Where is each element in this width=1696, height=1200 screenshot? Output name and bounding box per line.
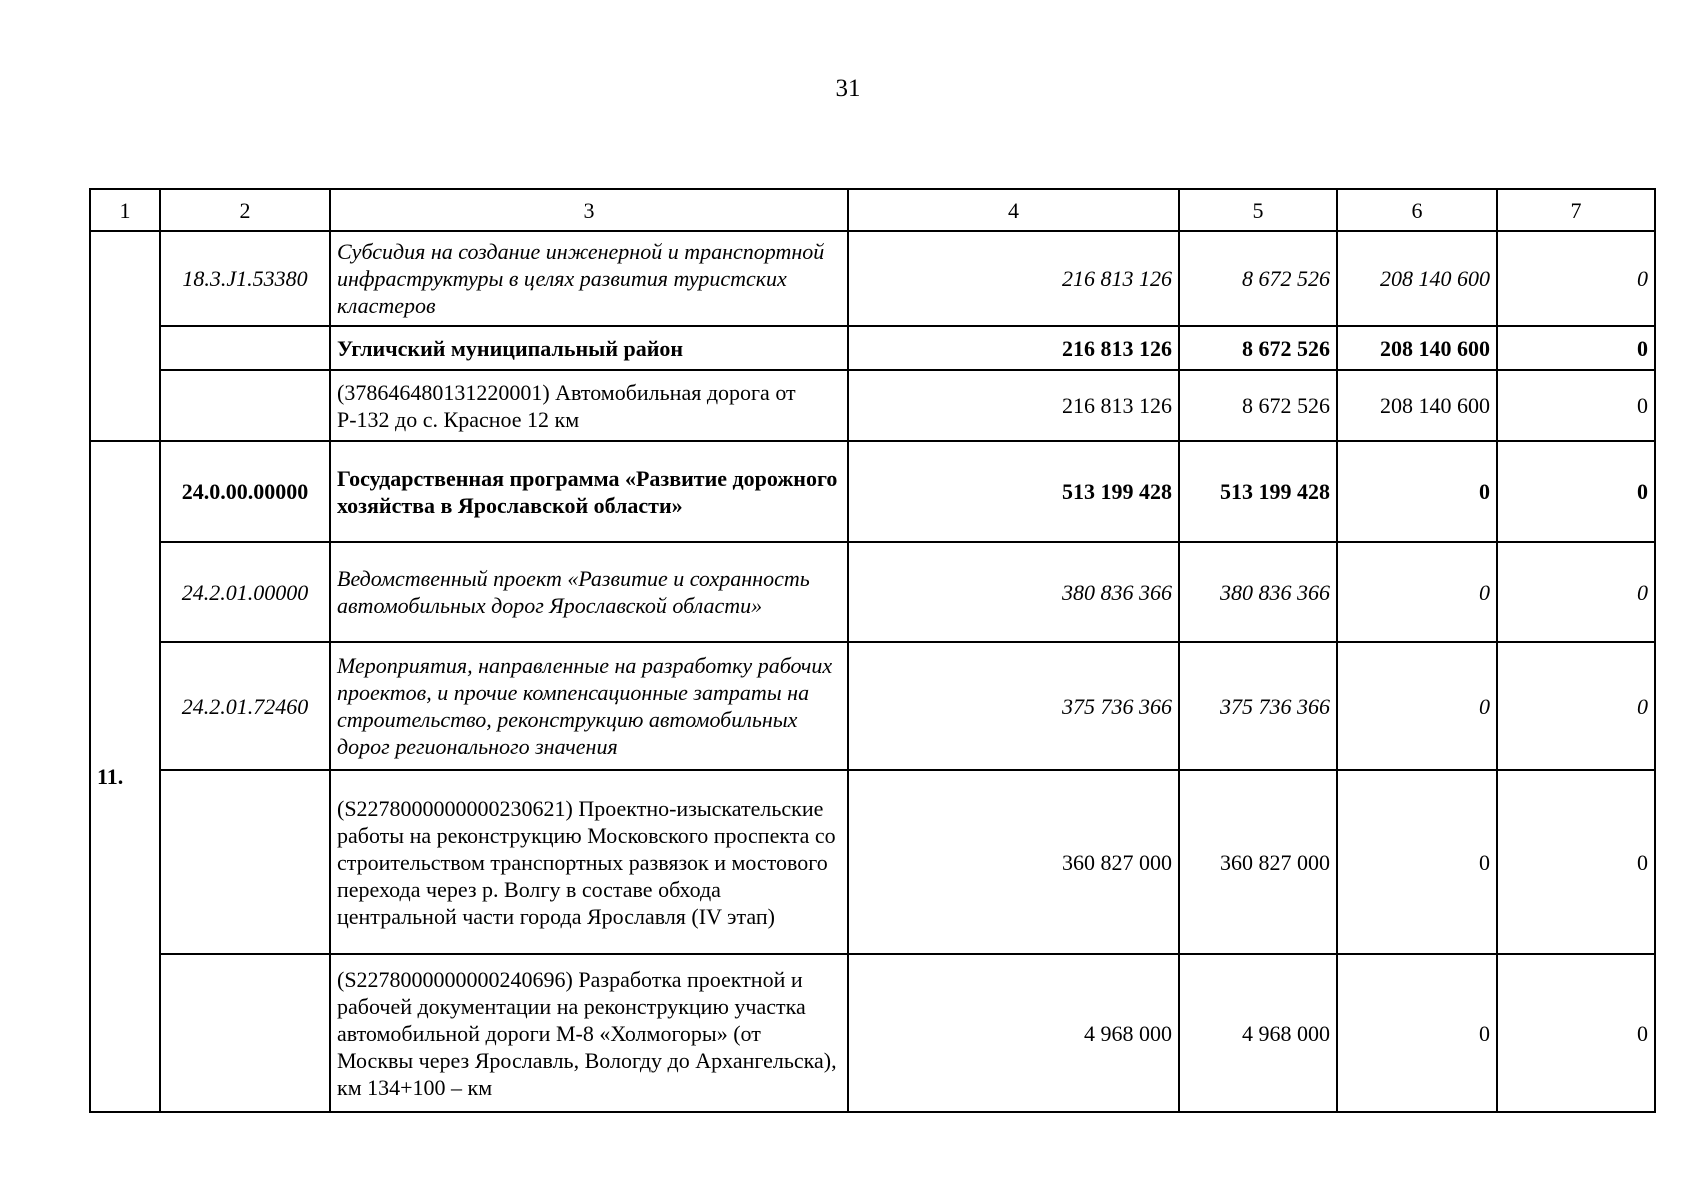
budget-code: 24.2.01.72460 — [160, 642, 330, 770]
item-name: (378646480131220001) Автомобильная дорога от Р-132 до с. Красное 12 км — [330, 370, 848, 441]
value-col-7: 0 — [1497, 954, 1655, 1112]
value-col-6: 0 — [1337, 441, 1497, 542]
column-header-7: 7 — [1497, 189, 1655, 231]
table-row — [90, 370, 1655, 441]
budget-code: 24.0.00.00000 — [160, 441, 330, 542]
value-col-6: 0 — [1337, 542, 1497, 642]
value-col-4: 375 736 366 — [848, 642, 1179, 770]
value-col-4: 4 968 000 — [848, 954, 1179, 1112]
item-name: (S2278000000000230621) Проектно-изыскательские работы на реконструкцию Московского проспекта со строительством транспортных развязок и мостового перехода через р. Волгу в составе обхода центральной части города Ярославля (IV этап) — [330, 770, 848, 954]
value-col-4: 216 813 126 — [848, 370, 1179, 441]
value-col-5: 360 827 000 — [1179, 770, 1337, 954]
value-col-4: 360 827 000 — [848, 770, 1179, 954]
table-row — [90, 326, 1655, 370]
budget-table — [89, 188, 1656, 1113]
budget-code — [160, 370, 330, 441]
budget-code — [160, 954, 330, 1112]
value-col-5: 380 836 366 — [1179, 542, 1337, 642]
row-index-cell — [90, 231, 160, 441]
value-col-5: 513 199 428 — [1179, 441, 1337, 542]
row-index-cell: 11. — [90, 441, 160, 1112]
value-col-7: 0 — [1497, 370, 1655, 441]
item-name: Угличский муниципальный район — [330, 326, 848, 370]
budget-code: 24.2.01.00000 — [160, 542, 330, 642]
value-col-5: 4 968 000 — [1179, 954, 1337, 1112]
page-number: 31 — [835, 75, 861, 102]
value-col-6: 208 140 600 — [1337, 326, 1497, 370]
value-col-7: 0 — [1497, 642, 1655, 770]
table-header-row — [90, 189, 1655, 231]
column-header-4: 4 — [848, 189, 1179, 231]
column-header-1: 1 — [90, 189, 160, 231]
value-col-4: 380 836 366 — [848, 542, 1179, 642]
value-col-7: 0 — [1497, 326, 1655, 370]
value-col-7: 0 — [1497, 231, 1655, 326]
value-col-6: 208 140 600 — [1337, 370, 1497, 441]
column-header-2: 2 — [160, 189, 330, 231]
item-name: Государственная программа «Развитие дорожного хозяйства в Ярославской области» — [330, 441, 848, 542]
value-col-5: 8 672 526 — [1179, 326, 1337, 370]
budget-code — [160, 326, 330, 370]
item-name: Мероприятия, направленные на разработку рабочих проектов, и прочие компенсационные затраты на строительство, реконструкцию автомобильных дорог регионального значения — [330, 642, 848, 770]
value-col-7: 0 — [1497, 542, 1655, 642]
budget-code — [160, 770, 330, 954]
table-row — [90, 441, 1655, 542]
column-header-5: 5 — [1179, 189, 1337, 231]
value-col-7: 0 — [1497, 770, 1655, 954]
value-col-4: 216 813 126 — [848, 231, 1179, 326]
table-row — [90, 642, 1655, 770]
value-col-5: 8 672 526 — [1179, 231, 1337, 326]
value-col-6: 208 140 600 — [1337, 231, 1497, 326]
value-col-5: 375 736 366 — [1179, 642, 1337, 770]
table-row — [90, 231, 1655, 326]
item-name: Субсидия на создание инженерной и транспортной инфраструктуры в целях развития туристских кластеров — [330, 231, 848, 326]
column-header-6: 6 — [1337, 189, 1497, 231]
value-col-4: 513 199 428 — [848, 441, 1179, 542]
value-col-7: 0 — [1497, 441, 1655, 542]
budget-code: 18.3.J1.53380 — [160, 231, 330, 326]
table-row — [90, 542, 1655, 642]
value-col-5: 8 672 526 — [1179, 370, 1337, 441]
table-row — [90, 770, 1655, 954]
value-col-6: 0 — [1337, 954, 1497, 1112]
column-header-3: 3 — [330, 189, 848, 231]
item-name: Ведомственный проект «Развитие и сохранность автомобильных дорог Ярославской области» — [330, 542, 848, 642]
table-row — [90, 954, 1655, 1112]
value-col-6: 0 — [1337, 770, 1497, 954]
item-name: (S2278000000000240696) Разработка проектной и рабочей документации на реконструкцию участка автомобильной дороги М-8 «Холмогоры» (от Москвы через Ярославль, Вологду до Архангельска), км 134+100 – км — [330, 954, 848, 1112]
value-col-4: 216 813 126 — [848, 326, 1179, 370]
value-col-6: 0 — [1337, 642, 1497, 770]
